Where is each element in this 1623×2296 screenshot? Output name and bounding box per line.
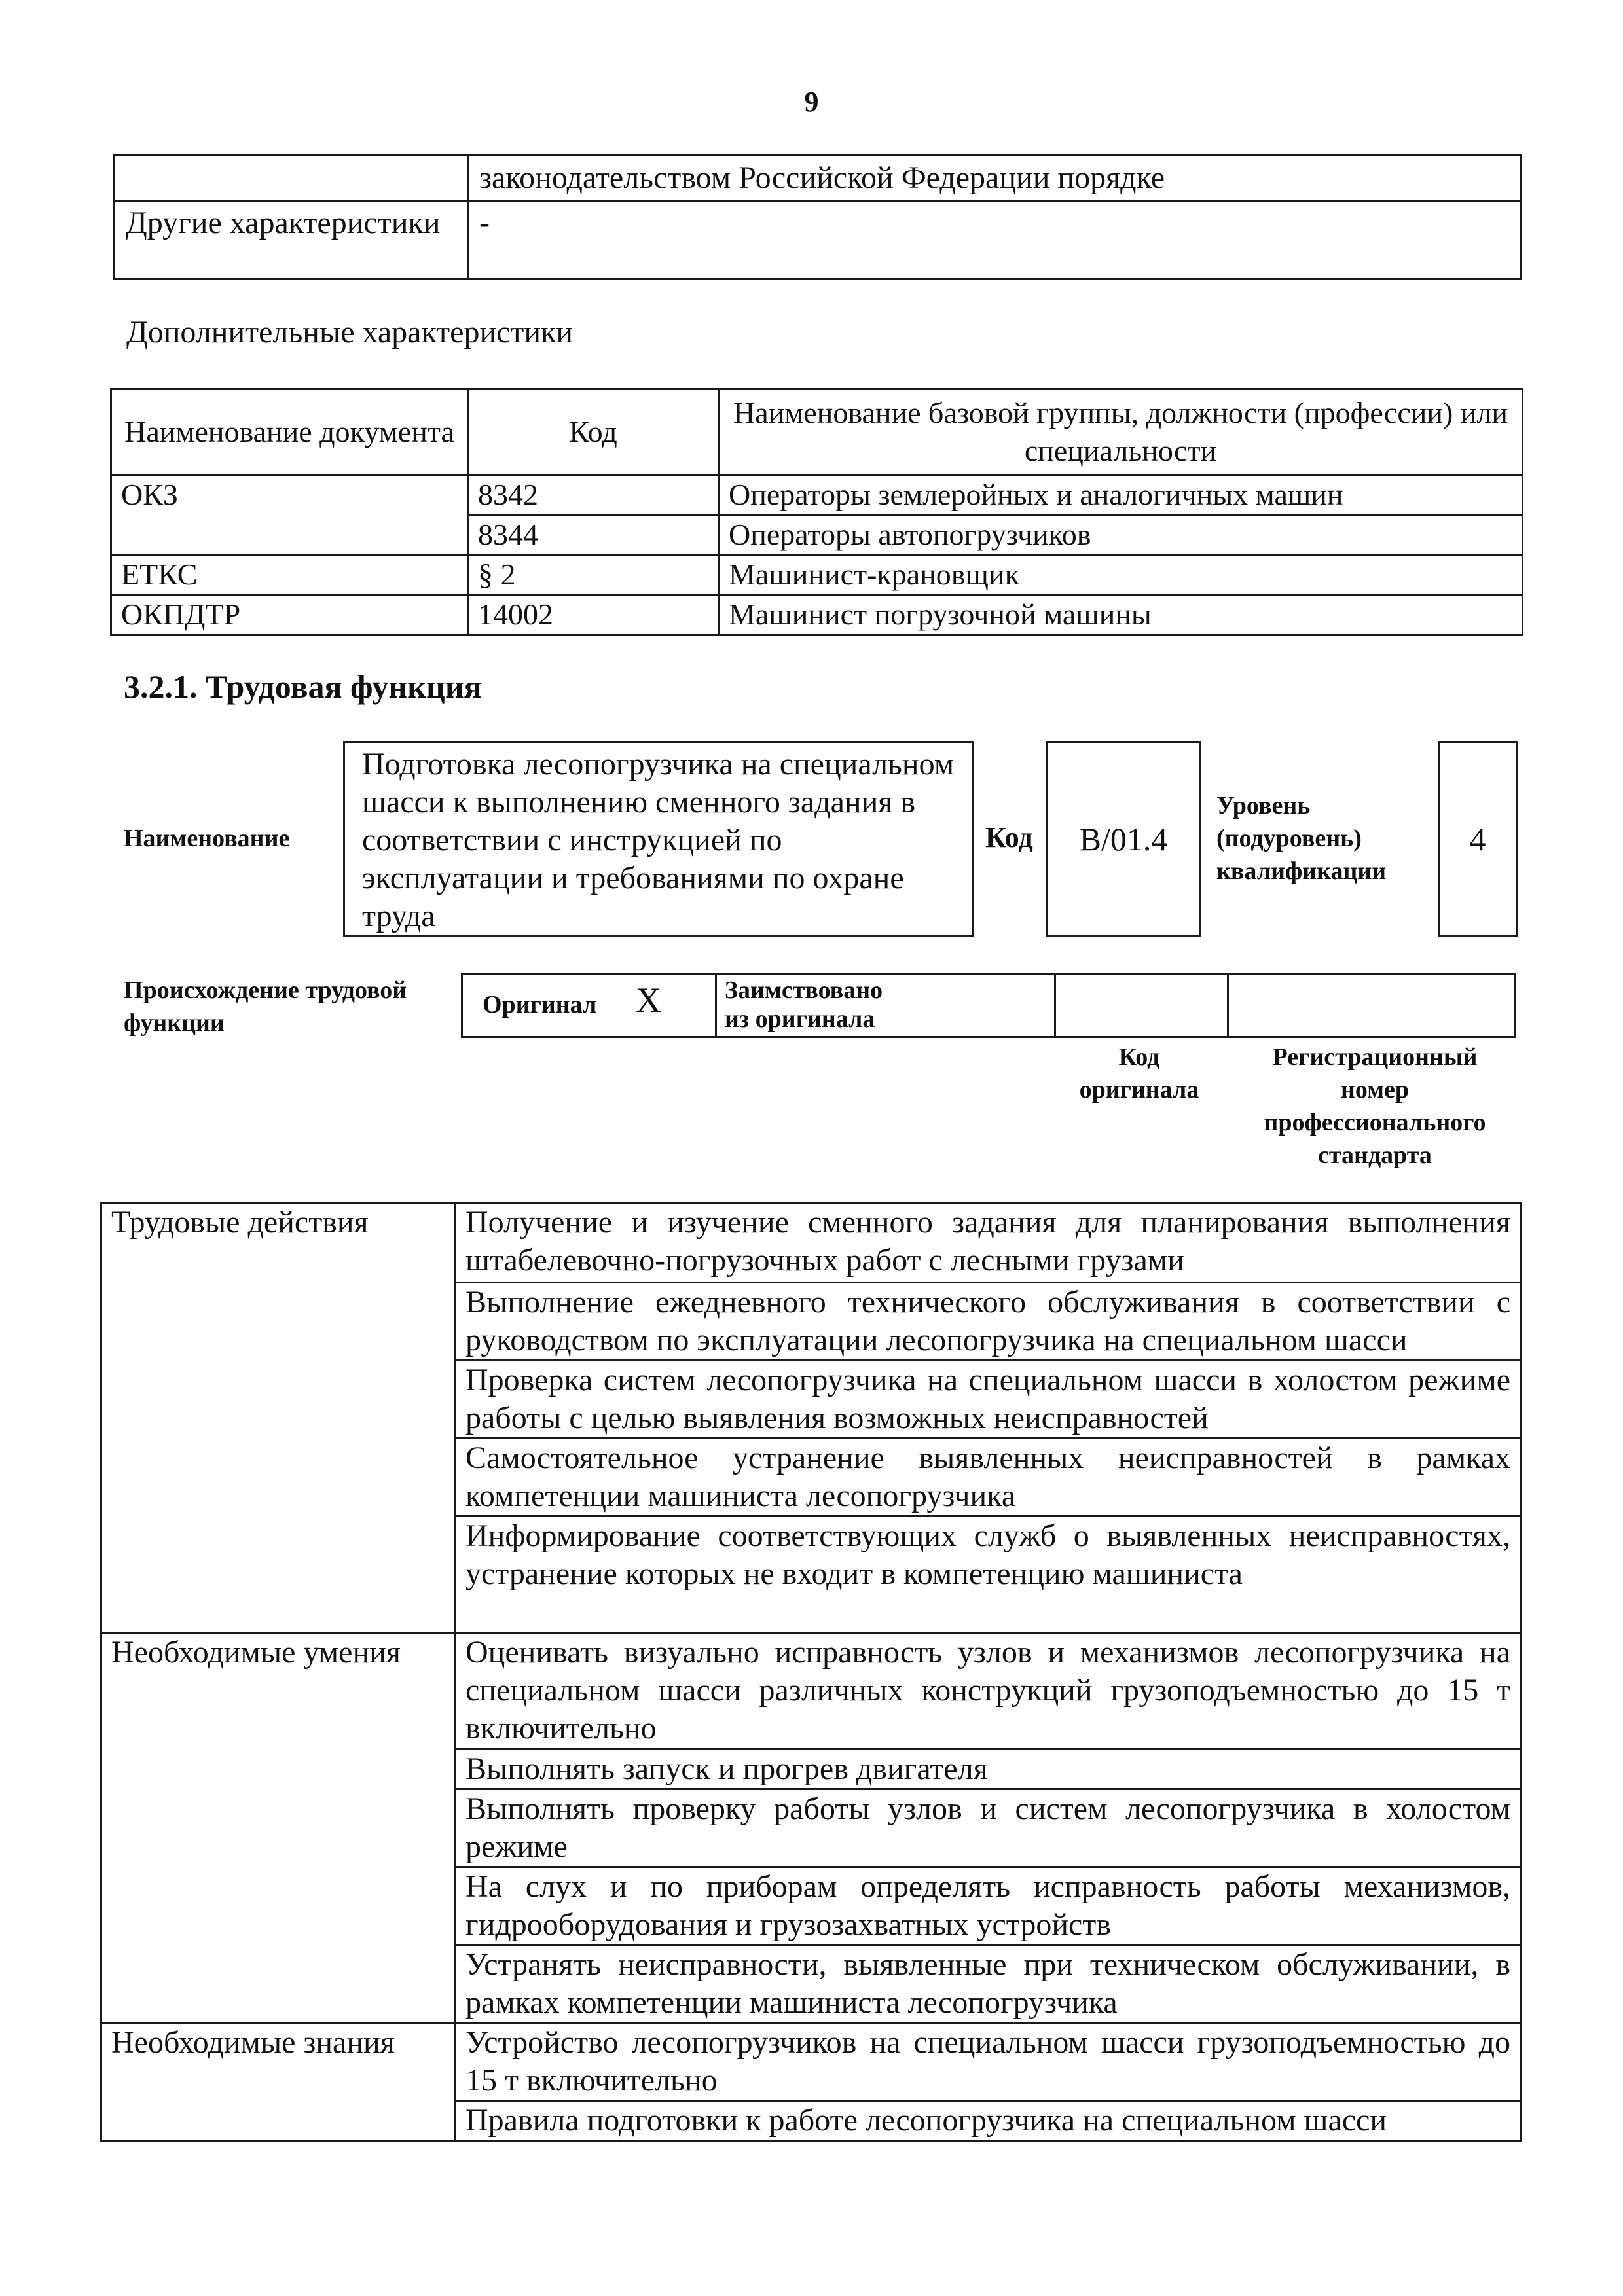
divider	[1227, 975, 1229, 1036]
registration-number-caption: Регистрационный номер профессионального стандарта	[1264, 1043, 1486, 1169]
section-heading: 3.2.1. Трудовая функция	[124, 668, 482, 705]
skill-item: Устранять неисправности, выявленные при техническом обслуживании, в рамках компетенции машиниста лесопогрузчика	[456, 1945, 1521, 2023]
function-code-value: B/01.4	[1079, 821, 1168, 857]
skill-item: На слух и по приборам определять исправность работы механизмов, гидрооборудования и грузозахватных устройств	[456, 1867, 1521, 1945]
document-okpdtr: ОКПДТР	[111, 595, 468, 635]
function-name-label: Наименование	[124, 825, 290, 852]
header-code: Код	[468, 389, 719, 475]
labour-action-item: Выполнение ежедневного технического обслуживания в соответствии с руководством по эксплуатации лесопогрузчика на специальном шасси	[456, 1283, 1521, 1361]
labour-actions-label: Трудовые действия	[101, 1203, 456, 1633]
header-group-name: Наименование базовой группы, должности (профессии) или специальности	[719, 389, 1523, 475]
extra-characteristics-heading: Дополнительные характеристики	[126, 315, 574, 350]
qualification-level-label: Уровень (подуровень) квалификации	[1216, 792, 1387, 885]
borrowed-label: Заимствовано из оригинала	[725, 977, 883, 1033]
labour-action-item: Получение и изучение сменного задания для планирования выполнения штабелевочно-погрузочных работ с лесными грузами	[456, 1203, 1521, 1283]
function-origin-box	[461, 973, 1516, 1038]
function-origin-label: Происхождение трудовой функции	[124, 977, 407, 1037]
knowledge-item: Правила подготовки к работе лесопогрузчика на специальном шасси	[456, 2101, 1521, 2142]
other-characteristics-value: -	[468, 201, 1522, 279]
group-name-cell: Машинист погрузочной машины	[719, 595, 1523, 635]
group-name-cell: Операторы автопогрузчиков	[719, 515, 1523, 555]
continuation-table	[113, 154, 1522, 280]
skill-item: Выполнять проверку работы узлов и систем лесопогрузчика в холостом режиме	[456, 1789, 1521, 1867]
code-cell: 8342	[468, 475, 719, 515]
knowledge-item: Устройство лесопогрузчиков на специальном шасси грузоподъемностью до 15 т включительно	[456, 2023, 1521, 2101]
skill-item: Оценивать визуально исправность узлов и механизмов лесопогрузчика на специальном шасси различных конструкций грузоподъемностью до 15 т включительно	[456, 1633, 1521, 1749]
continuation-text: законодательством Российской Федерации порядке	[468, 156, 1522, 201]
divider	[715, 975, 717, 1036]
code-cell: § 2	[468, 555, 719, 595]
function-name-box: Подготовка лесопогрузчика на специальном шасси к выполнению сменного задания в соответствии с инструкцией по эксплуатации и требованиями по охране труда	[343, 741, 974, 937]
qualification-level-value: 4	[1469, 821, 1486, 857]
page-number: 9	[804, 86, 819, 118]
document-etks: ЕТКС	[111, 555, 468, 595]
function-code-box	[1046, 741, 1201, 937]
other-characteristics-label: Другие характеристики	[115, 201, 468, 279]
code-cell: 14002	[468, 595, 719, 635]
qualification-level-box	[1438, 741, 1518, 937]
labour-action-item: Самостоятельное устранение выявленных неисправностей в рамках компетенции машиниста лесопогрузчика	[456, 1439, 1521, 1516]
function-code-label: Код	[985, 821, 1033, 853]
group-name-cell: Операторы землеройных и аналогичных машин	[719, 475, 1523, 515]
labour-action-item: Проверка систем лесопогрузчика на специальном шасси в холостом режиме работы с целью выявления возможных неисправностей	[456, 1361, 1521, 1439]
code-cell: 8344	[468, 515, 719, 555]
original-mark: Х	[636, 980, 661, 1020]
document-okz: ОКЗ	[111, 475, 468, 555]
required-knowledge-label: Необходимые знания	[101, 2023, 456, 2142]
required-skills-label: Необходимые умения	[101, 1633, 456, 2023]
original-label: Оригинал	[483, 991, 597, 1018]
labour-function-table	[100, 1202, 1522, 2142]
original-code-caption: Код оригинала	[1079, 1043, 1199, 1103]
empty-cell	[115, 156, 468, 201]
header-document: Наименование документа	[111, 389, 468, 475]
divider	[1054, 975, 1056, 1036]
skill-item: Выполнять запуск и прогрев двигателя	[456, 1749, 1521, 1789]
extra-characteristics-table	[110, 388, 1523, 636]
group-name-cell: Машинист-крановщик	[719, 555, 1523, 595]
labour-action-item: Информирование соответствующих служб о выявленных неисправностях, устранение которых не входит в компетенцию машиниста	[456, 1516, 1521, 1633]
